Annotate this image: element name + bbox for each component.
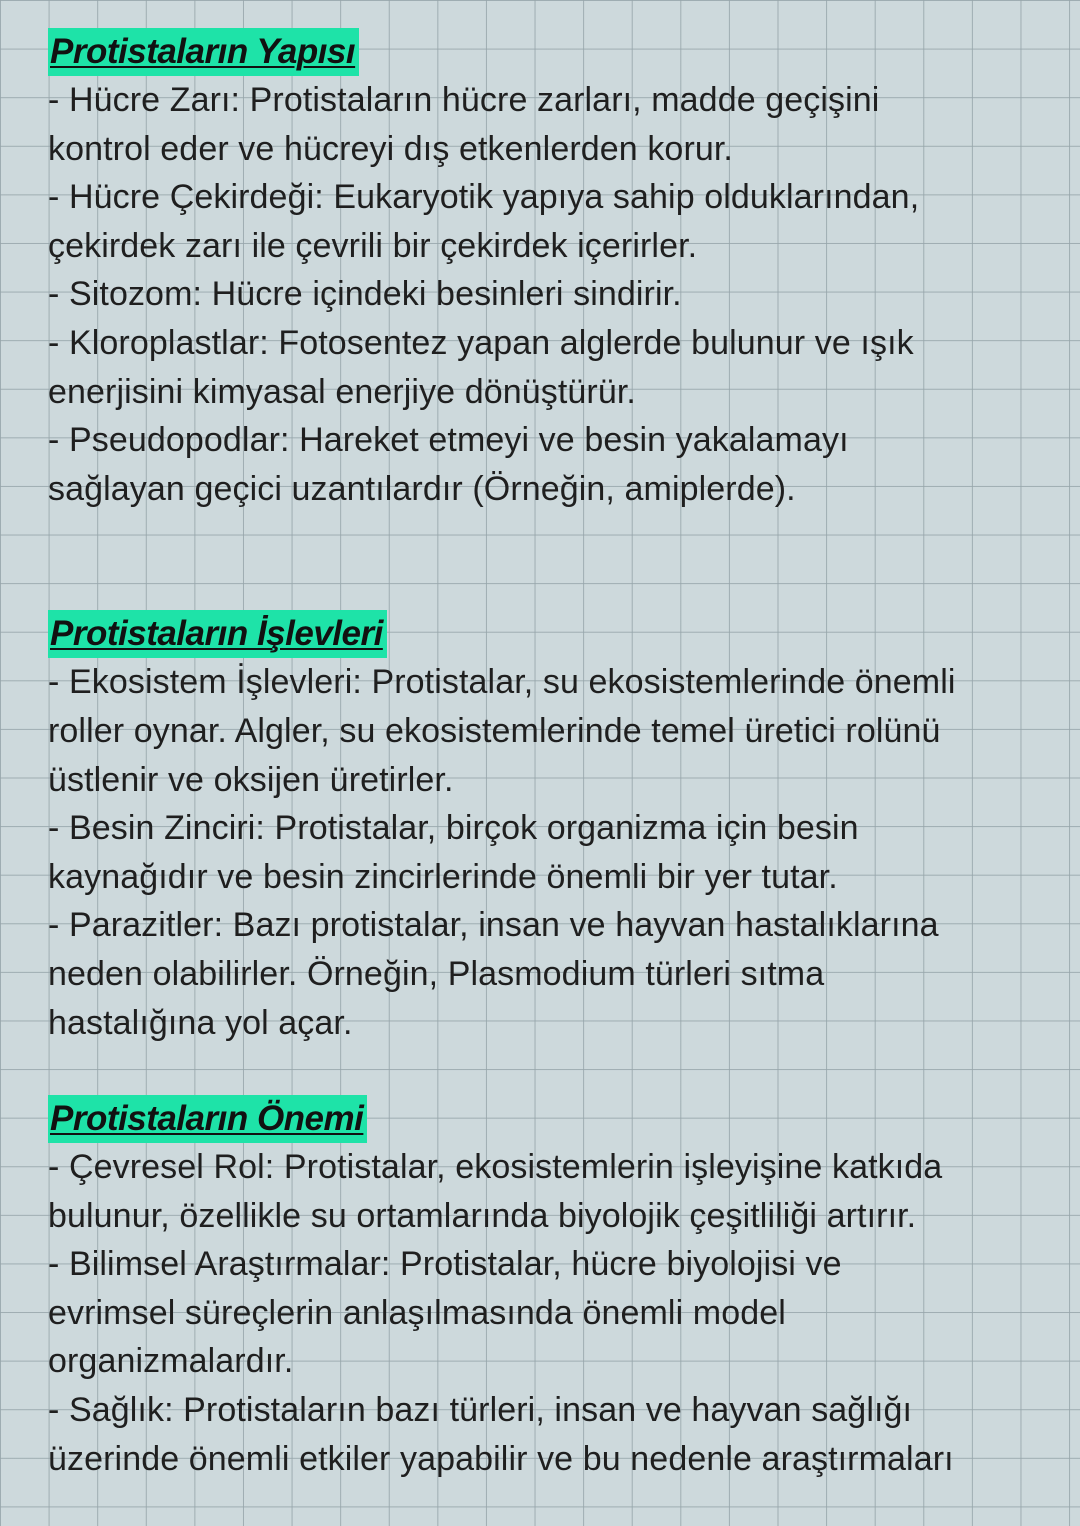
spacer <box>48 513 1048 610</box>
list-item: - Çevresel Rol: Protistalar, ekosistemlerin işleyişine katkıda bulunur, özellikle su ortamlarında biyolojik çeşitliliği artırır. <box>48 1148 943 1235</box>
section-heading: Protistaların Yapısı <box>48 28 359 76</box>
section-heading: Protistaların İşlevleri <box>48 610 387 658</box>
list-item: - Hücre Çekirdeği: Eukaryotik yapıya sahip olduklarından, çekirdek zarı ile çevrili bir çekirdek içerirler. <box>48 178 920 265</box>
list-item: - Ekosistem İşlevleri: Protistalar, su ekosistemlerinde önemli roller oynar. Algler, su ekosistemlerinde temel üretici rolünü üstlenir ve oksijen üretirler. <box>48 663 956 799</box>
spacer <box>48 1047 1048 1095</box>
list-item: - Bilimsel Araştırmalar: Protistalar, hücre biyolojisi ve evrimsel süreçlerin anlaşılmasında önemli model organizmalardır. <box>48 1245 842 1381</box>
list-item: - Hücre Zarı: Protistaların hücre zarları, madde geçişini kontrol eder ve hücreyi dış etkenlerden korur. <box>48 81 880 168</box>
section-importance <box>48 1095 1048 1483</box>
list-item: - Pseudopodlar: Hareket etmeyi ve besin yakalamayı sağlayan geçici uzantılardır (Örneğin, amiplerde). <box>48 421 849 508</box>
section-functions <box>48 610 1048 1047</box>
list-item: - Sağlık: Protistaların bazı türleri, insan ve hayvan sağlığı üzerinde önemli etkiler yapabilir ve bu nedenle araştırmaları <box>48 1391 954 1478</box>
list-item: - Kloroplastlar: Fotosentez yapan alglerde bulunur ve ışık enerjisini kimyasal enerjiye dönüştürür. <box>48 323 914 411</box>
list-item: - Sitozom: Hücre içindeki besinleri sindirir. <box>48 275 682 314</box>
list-item: - Besin Zinciri: Protistalar, birçok organizma için besin kaynağıdır ve besin zincirlerinde önemli bir yer tutar. <box>48 809 859 896</box>
list-item: - Parazitler: Bazı protistalar, insan ve hayvan hastalıklarına neden olabilirler. Örneğin, Plasmodium türleri sıtma hastalığına yol açar. <box>48 906 939 1042</box>
notes-page <box>48 28 1048 1483</box>
section-heading: Protistaların Önemi <box>48 1095 367 1143</box>
section-structure <box>48 28 1048 513</box>
